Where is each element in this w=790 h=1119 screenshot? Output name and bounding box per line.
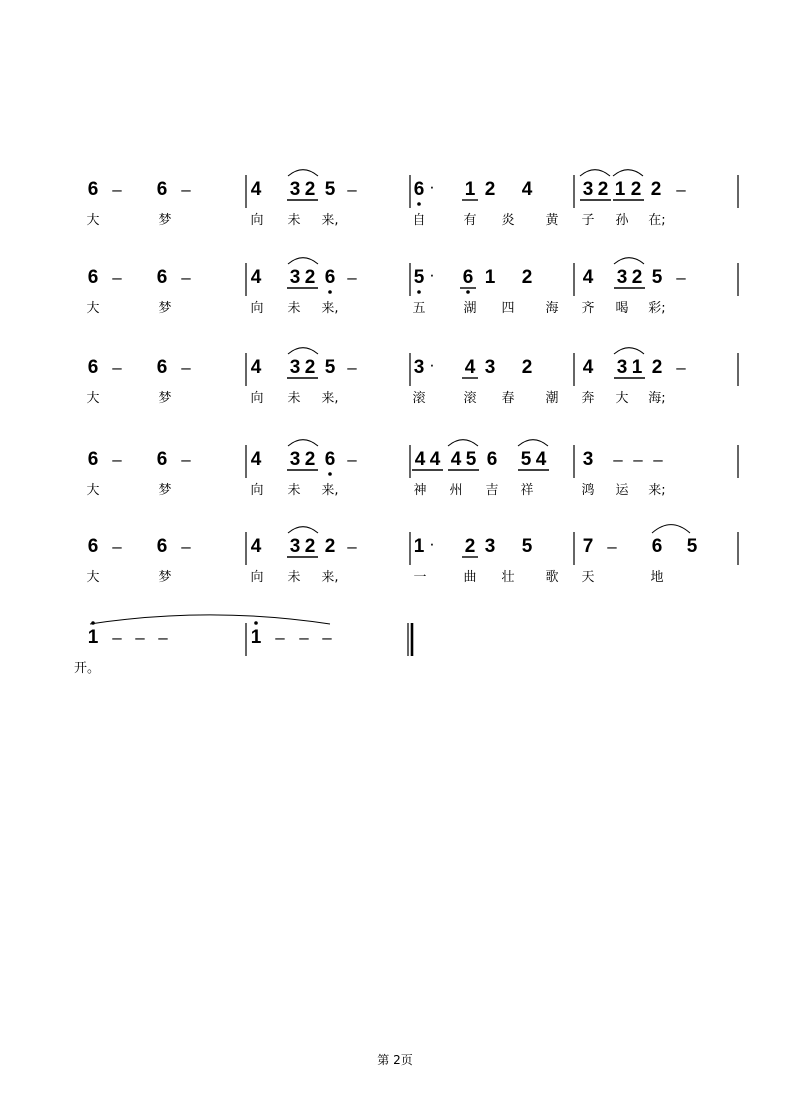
lyric-syllable: 喝 bbox=[615, 301, 629, 316]
lyric-syllable: 自 bbox=[412, 213, 426, 228]
lyric-syllable: 向 bbox=[250, 570, 264, 585]
lyric-syllable: 海 bbox=[545, 301, 559, 316]
lyric-syllable: 一 bbox=[413, 570, 427, 585]
note: 2 bbox=[521, 267, 533, 288]
note: 5 bbox=[465, 449, 477, 470]
note: 6 bbox=[87, 357, 99, 378]
slur-arc bbox=[288, 258, 318, 264]
lyric-syllable: 梦 bbox=[158, 483, 172, 498]
rest-dash: – bbox=[347, 180, 357, 199]
lyric-syllable: 向 bbox=[250, 213, 264, 228]
note: 4 bbox=[535, 449, 547, 470]
note: 2 bbox=[304, 449, 316, 470]
note: 7 bbox=[582, 536, 594, 557]
augmentation-dot: · bbox=[429, 177, 435, 196]
lyric-syllable: 来; bbox=[648, 483, 666, 498]
lyric-syllable: 大 bbox=[86, 570, 100, 585]
slur-arc bbox=[580, 170, 610, 176]
lyric-syllable: 来, bbox=[321, 391, 339, 406]
note: 3 bbox=[616, 267, 628, 288]
rest-dash: – bbox=[181, 268, 191, 287]
lyric-syllable: 五 bbox=[412, 301, 426, 316]
lyric-syllable: 来, bbox=[321, 483, 339, 498]
lyric-syllable: 齐 bbox=[581, 301, 595, 316]
lyric-syllable: 潮 bbox=[545, 391, 559, 406]
rest-dash: – bbox=[135, 628, 145, 647]
note: 2 bbox=[651, 357, 663, 378]
rest-dash: – bbox=[347, 537, 357, 556]
note: 6 bbox=[486, 449, 498, 470]
note: 4 bbox=[414, 449, 426, 470]
note: 4 bbox=[582, 267, 594, 288]
lyric-syllable: 神 bbox=[413, 483, 427, 498]
lyric-syllable: 向 bbox=[250, 301, 264, 316]
note: 4 bbox=[250, 267, 262, 288]
note: 6 bbox=[87, 536, 99, 557]
slur-arc bbox=[448, 440, 478, 446]
lyric-syllable: 天 bbox=[581, 570, 595, 585]
octave-dot-low bbox=[417, 202, 421, 206]
note: 4 bbox=[521, 179, 533, 200]
note: 6 bbox=[87, 267, 99, 288]
rest-dash: – bbox=[299, 628, 309, 647]
note: 6 bbox=[324, 267, 336, 288]
lyric-syllable: 黄 bbox=[545, 213, 559, 228]
slur-arc bbox=[288, 440, 318, 446]
rest-dash: – bbox=[112, 180, 122, 199]
note: 5 bbox=[324, 179, 336, 200]
note: 6 bbox=[156, 449, 168, 470]
slur-arc bbox=[613, 170, 643, 176]
lyric-syllable: 运 bbox=[615, 483, 629, 498]
lyric-syllable: 梦 bbox=[158, 570, 172, 585]
lyric-syllable: 梦 bbox=[158, 213, 172, 228]
lyric-syllable: 向 bbox=[250, 391, 264, 406]
rest-dash: – bbox=[322, 628, 332, 647]
rest-dash: – bbox=[347, 268, 357, 287]
rest-dash: – bbox=[676, 268, 686, 287]
slur-arc bbox=[288, 348, 318, 354]
rest-dash: – bbox=[181, 180, 191, 199]
slur-arc bbox=[518, 440, 548, 446]
lyric-syllable: 湖 bbox=[463, 301, 477, 316]
note: 3 bbox=[289, 449, 301, 470]
lyric-syllable: 彩; bbox=[648, 301, 666, 316]
lyric-syllable: 歌 bbox=[545, 570, 559, 585]
rest-dash: – bbox=[112, 537, 122, 556]
note: 2 bbox=[521, 357, 533, 378]
note: 3 bbox=[616, 357, 628, 378]
notes-layer bbox=[88, 177, 698, 648]
note: 6 bbox=[462, 267, 474, 288]
note: 6 bbox=[87, 449, 99, 470]
note: 6 bbox=[324, 449, 336, 470]
note: 4 bbox=[250, 536, 262, 557]
note: 2 bbox=[631, 267, 643, 288]
note: 1 bbox=[484, 267, 496, 288]
note: 6 bbox=[156, 267, 168, 288]
note: 4 bbox=[250, 449, 262, 470]
lyric-syllable: 未 bbox=[287, 391, 301, 406]
rest-dash: – bbox=[607, 537, 617, 556]
lyric-syllable: 梦 bbox=[158, 391, 172, 406]
note: 1 bbox=[614, 179, 626, 200]
lyric-syllable: 来, bbox=[321, 301, 339, 316]
octave-dot-low bbox=[328, 290, 332, 294]
note: 2 bbox=[650, 179, 662, 200]
note: 2 bbox=[597, 179, 609, 200]
note: 3 bbox=[289, 536, 301, 557]
lyric-syllable: 孙 bbox=[615, 213, 629, 228]
note: 1 bbox=[413, 536, 425, 557]
lyric-syllable: 祥 bbox=[520, 483, 534, 498]
lyric-syllable: 来, bbox=[321, 213, 339, 228]
lyric-syllable: 向 bbox=[250, 483, 264, 498]
note: 4 bbox=[250, 179, 262, 200]
slur-arc bbox=[288, 170, 318, 176]
note: 2 bbox=[304, 357, 316, 378]
note: 5 bbox=[651, 267, 663, 288]
note: 2 bbox=[630, 179, 642, 200]
rest-dash: – bbox=[181, 537, 191, 556]
note: 6 bbox=[156, 179, 168, 200]
lyric-syllable: 炎 bbox=[501, 213, 515, 228]
note: 5 bbox=[520, 449, 532, 470]
slur-arc bbox=[652, 525, 690, 533]
note: 1 bbox=[87, 627, 99, 648]
note: 6 bbox=[651, 536, 663, 557]
note: 6 bbox=[156, 536, 168, 557]
lyric-syllable: 大 bbox=[86, 483, 100, 498]
note: 4 bbox=[450, 449, 462, 470]
rest-dash: – bbox=[275, 628, 285, 647]
lyric-syllable: 梦 bbox=[158, 301, 172, 316]
rest-dash: – bbox=[181, 358, 191, 377]
lyric-syllable: 来, bbox=[321, 570, 339, 585]
note: 2 bbox=[304, 536, 316, 557]
octave-dot-low bbox=[417, 290, 421, 294]
note: 1 bbox=[631, 357, 643, 378]
augmentation-dot: · bbox=[429, 355, 435, 374]
rest-dash: – bbox=[158, 628, 168, 647]
lyric-syllable: 未 bbox=[287, 483, 301, 498]
lyric-syllable: 大 bbox=[86, 213, 100, 228]
lyric-syllable: 未 bbox=[287, 570, 301, 585]
augmentation-dot: · bbox=[429, 534, 435, 553]
note: 3 bbox=[582, 179, 594, 200]
rest-dash: – bbox=[676, 358, 686, 377]
augmentation-dot: · bbox=[429, 265, 435, 284]
octave-dot-low bbox=[466, 290, 470, 294]
lyric-syllable: 海; bbox=[648, 391, 666, 406]
rest-dash: – bbox=[347, 358, 357, 377]
octave-dot-high bbox=[254, 621, 258, 625]
note: 3 bbox=[413, 357, 425, 378]
rest-dash: – bbox=[613, 450, 623, 469]
note: 3 bbox=[484, 536, 496, 557]
rest-dash: – bbox=[676, 180, 686, 199]
note: 5 bbox=[521, 536, 533, 557]
lyric-syllable: 滚 bbox=[412, 391, 426, 406]
note: 1 bbox=[250, 627, 262, 648]
lyric-syllable: 州 bbox=[449, 483, 463, 498]
slur-arc bbox=[90, 615, 330, 624]
note: 3 bbox=[289, 357, 301, 378]
note: 4 bbox=[250, 357, 262, 378]
lyric-syllable: 滚 bbox=[463, 391, 477, 406]
rest-dash: – bbox=[347, 450, 357, 469]
octave-dot-low bbox=[328, 472, 332, 476]
lyric-syllable: 吉 bbox=[485, 483, 499, 498]
lyric-syllable: 未 bbox=[287, 301, 301, 316]
note: 3 bbox=[582, 449, 594, 470]
note: 6 bbox=[413, 179, 425, 200]
lyric-syllable: 大 bbox=[86, 391, 100, 406]
rest-dash: – bbox=[112, 268, 122, 287]
note: 2 bbox=[324, 536, 336, 557]
note: 6 bbox=[87, 179, 99, 200]
rest-dash: – bbox=[653, 450, 663, 469]
lyric-syllable: 四 bbox=[501, 301, 515, 316]
note: 5 bbox=[324, 357, 336, 378]
rest-dash: – bbox=[633, 450, 643, 469]
lyric-syllable: 春 bbox=[501, 391, 515, 406]
rest-dash: – bbox=[112, 450, 122, 469]
lyric-syllable: 壮 bbox=[501, 570, 515, 585]
rest-dash: – bbox=[112, 628, 122, 647]
rest-dash: – bbox=[181, 450, 191, 469]
note: 2 bbox=[464, 536, 476, 557]
page-number: 第 2页 bbox=[377, 1053, 413, 1067]
slur-arc bbox=[614, 348, 644, 354]
note: 1 bbox=[464, 179, 476, 200]
note: 5 bbox=[686, 536, 698, 557]
lyric-syllable: 子 bbox=[581, 213, 595, 228]
note: 3 bbox=[289, 179, 301, 200]
note: 5 bbox=[413, 267, 425, 288]
note: 3 bbox=[484, 357, 496, 378]
slur-arc bbox=[288, 527, 318, 533]
note: 4 bbox=[464, 357, 476, 378]
rest-dash: – bbox=[112, 358, 122, 377]
lyric-syllable: 地 bbox=[650, 570, 664, 585]
note: 2 bbox=[304, 267, 316, 288]
slur-arc bbox=[614, 258, 644, 264]
note: 6 bbox=[156, 357, 168, 378]
lyric-syllable: 大 bbox=[86, 301, 100, 316]
lyric-syllable: 在; bbox=[648, 213, 666, 228]
note: 2 bbox=[304, 179, 316, 200]
note: 4 bbox=[429, 449, 441, 470]
note: 3 bbox=[289, 267, 301, 288]
lyric-syllable: 大 bbox=[615, 391, 629, 406]
lyric-syllable: 曲 bbox=[463, 570, 477, 585]
lyric-syllable: 有 bbox=[463, 213, 477, 228]
note: 4 bbox=[582, 357, 594, 378]
lyric-syllable: 鸿 bbox=[581, 483, 595, 498]
lyric-syllable: 开。 bbox=[73, 661, 101, 676]
note: 2 bbox=[484, 179, 496, 200]
lyric-syllable: 奔 bbox=[581, 391, 595, 406]
lyric-syllable: 未 bbox=[287, 213, 301, 228]
